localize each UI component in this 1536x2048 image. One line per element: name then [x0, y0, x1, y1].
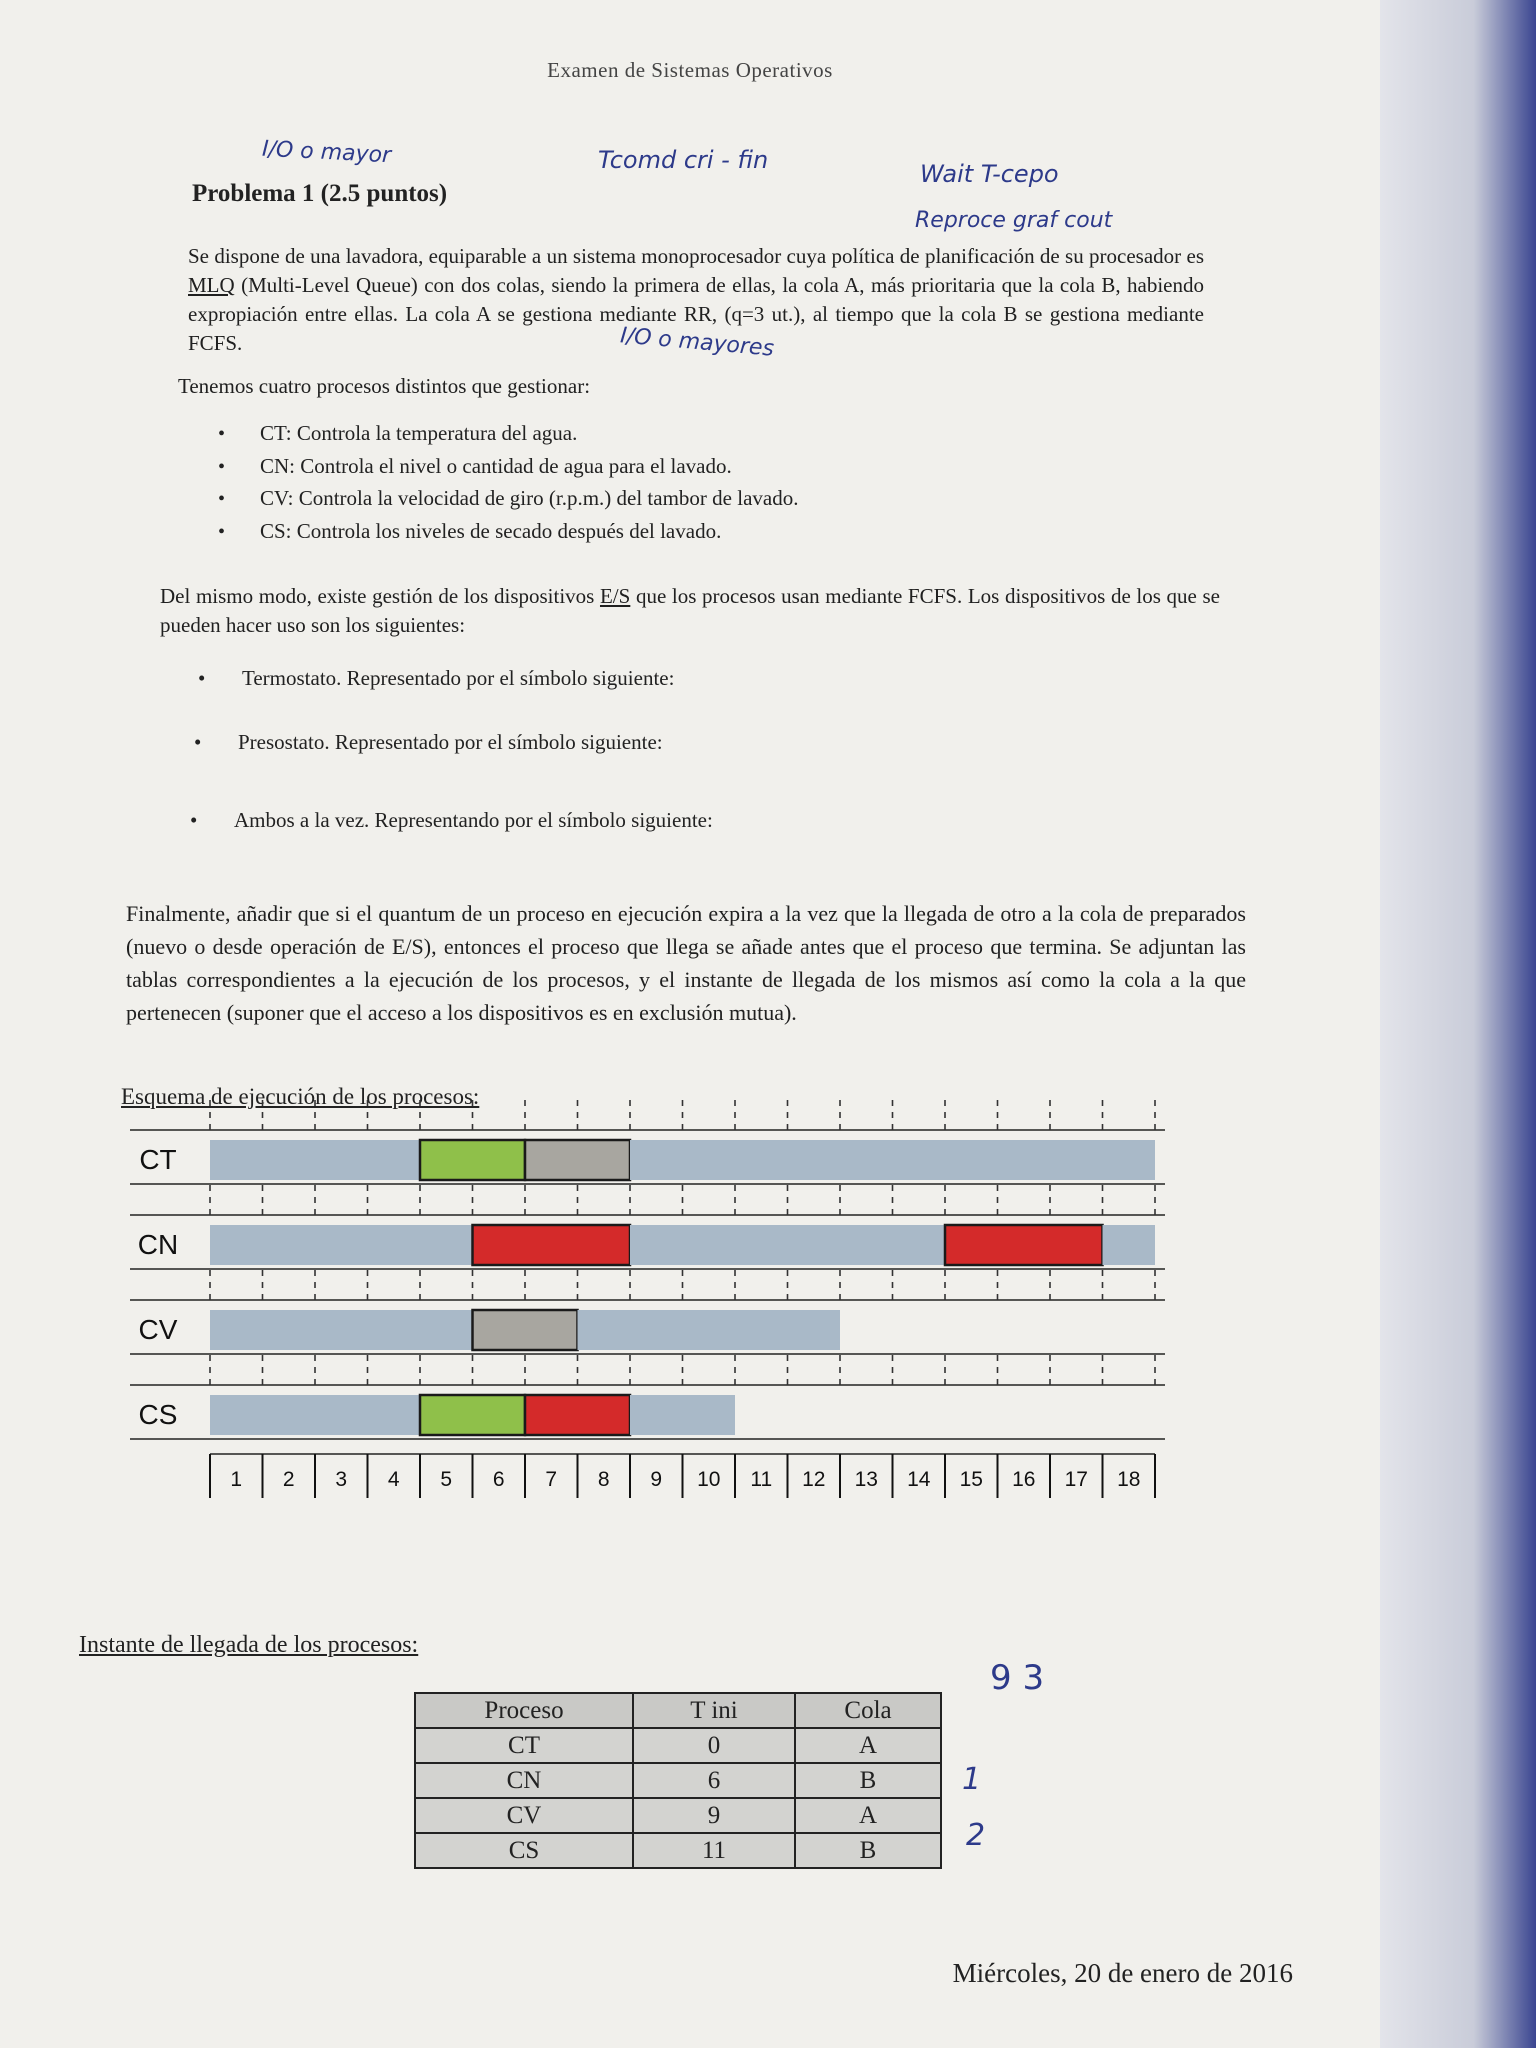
handwritten-note: 1	[962, 1762, 982, 1797]
list-item: • CT: Controla la temperatura del agua.	[218, 418, 798, 451]
gantt-segment-cn-cpu	[630, 1225, 945, 1265]
handwritten-note: I/O o mayores	[619, 323, 775, 362]
problem-paragraph-3: Finalmente, añadir que si el quantum de un proceso en ejecución expira a la vez que la llegada de otro a la cola de preparados (nuevo o desde operación de E/S), entonces el proceso que llega se añade antes que el proceso que termina. Se adjuntan las tablas correspondientes a la ejecución de los procesos, y el instante de llegada de los mismos así como la cola a la que pertenecen (suponer que el acceso a los dispositivos es en exclusión mutua).	[126, 901, 1246, 1025]
arrival-table	[414, 1692, 942, 1869]
table-header-row	[415, 1693, 941, 1728]
time-tick-label: 17	[1064, 1468, 1088, 1491]
table-header: T ini	[633, 1693, 795, 1728]
gantt-segment-cs-cpu	[630, 1395, 735, 1435]
gantt-chart	[110, 1100, 1260, 1570]
time-tick-label: 14	[907, 1468, 931, 1491]
time-tick-label: 5	[440, 1468, 453, 1491]
table-row	[415, 1798, 941, 1833]
gantt-segment-ct-cpu	[210, 1140, 420, 1180]
device-termostato: • Termostato. Representado por el símbolo siguiente:	[198, 666, 674, 691]
row-label: CN	[137, 1229, 179, 1260]
table-header: Cola	[795, 1693, 941, 1728]
handwritten-note: 2	[966, 1818, 986, 1853]
gantt-segment-cv-ambos	[473, 1310, 578, 1350]
p2-text-b: que los procesos usan mediante FCFS. Los dispositivos de los que se pueden hacer uso son los siguientes:	[160, 584, 1220, 637]
time-tick-label: 15	[959, 1468, 983, 1491]
table-row	[415, 1763, 941, 1798]
exam-title: Examen de Sistemas Operativos	[547, 58, 833, 82]
p1-mlq: MLQ	[188, 273, 235, 297]
row-label: CT	[139, 1144, 177, 1175]
time-tick-label: 13	[854, 1468, 878, 1491]
time-tick-label: 2	[282, 1468, 295, 1491]
table-header: Proceso	[415, 1693, 633, 1728]
problem-paragraph-2	[160, 582, 1220, 640]
p2-text-a: Del mismo modo, existe gestión de los dispositivos	[160, 584, 600, 608]
time-tick-label: 8	[597, 1468, 610, 1491]
gantt-segment-ct-ambos	[525, 1140, 630, 1180]
table-cell: CV	[415, 1798, 633, 1833]
time-tick-label: 4	[387, 1468, 400, 1491]
table-cell: CN	[415, 1763, 633, 1798]
time-tick-label: 18	[1117, 1468, 1141, 1491]
list-item: • CN: Controla el nivel o cantidad de agua para el lavado.	[218, 451, 798, 484]
table-cell: CT	[415, 1728, 633, 1763]
exam-date: Miércoles, 20 de enero de 2016	[952, 1958, 1293, 1988]
table-cell: 11	[633, 1833, 795, 1868]
p2-es: E/S	[599, 584, 631, 608]
process-list	[218, 418, 798, 548]
handwritten-note: I/O o mayor	[261, 136, 392, 169]
gantt-segment-cn-presostato	[945, 1225, 1103, 1265]
gantt-segment-ct-termostato	[420, 1140, 525, 1180]
table-cell: 0	[633, 1728, 795, 1763]
gantt-segment-cv-cpu	[210, 1310, 473, 1350]
p1-text-a: Se dispone de una lavadora, equiparable a un sistema monoprocesador cuya política de planificación de su procesador es	[188, 244, 1204, 268]
list-item: • CV: Controla la velocidad de giro (r.p.m.) del tambor de lavado.	[218, 483, 798, 516]
gantt-ticks	[210, 1454, 1155, 1498]
table-row	[415, 1728, 941, 1763]
time-tick-label: 6	[492, 1468, 505, 1491]
gantt-segment-cs-cpu	[210, 1395, 420, 1435]
row-label: CV	[138, 1314, 178, 1345]
handwritten-note: Tcomd cri - fin	[598, 146, 769, 174]
table-cell: A	[795, 1798, 941, 1833]
time-tick-label: 12	[802, 1468, 826, 1491]
arrival-title: Instante de llegada de los procesos:	[79, 1632, 419, 1658]
table-cell: A	[795, 1728, 941, 1763]
handwritten-note: 9 3	[990, 1658, 1045, 1698]
problem-title: Problema 1 (2.5 puntos)	[192, 180, 448, 207]
table-cell: B	[795, 1763, 941, 1798]
time-tick-label: 7	[545, 1468, 558, 1491]
list-item: • CS: Controla los niveles de secado después del lavado.	[218, 516, 798, 549]
table-cell: B	[795, 1833, 941, 1868]
table-row	[415, 1833, 941, 1868]
table-cell: 9	[633, 1798, 795, 1833]
processes-intro: Tenemos cuatro procesos distintos que gestionar:	[178, 374, 591, 398]
gantt-segment-cs-termostato	[420, 1395, 525, 1435]
gantt-segment-ct-cpu	[630, 1140, 1155, 1180]
time-tick-label: 3	[335, 1468, 348, 1491]
handwritten-note: Wait T-cepo	[920, 160, 1059, 188]
gantt-segment-cn-cpu	[1103, 1225, 1156, 1265]
table-cell: 6	[633, 1763, 795, 1798]
table-cell: CS	[415, 1833, 633, 1868]
time-tick-label: 1	[230, 1468, 243, 1491]
gantt-segment-cs-presostato	[525, 1395, 630, 1435]
row-label: CS	[138, 1399, 178, 1430]
gantt-segment-cn-cpu	[210, 1225, 473, 1265]
p1-text-b: (Multi-Level Queue) con dos colas, siendo la primera de ellas, la cola A, más prioritaria que la cola B, habiendo expropiación entre ellas. La cola A se gestiona mediante RR, (q=3 ut.), al tiempo que la cola B se gestiona mediante FCFS.	[188, 273, 1204, 355]
time-tick-label: 11	[750, 1468, 773, 1491]
device-ambos: • Ambos a la vez. Representando por el símbolo siguiente:	[190, 808, 713, 833]
time-tick-label: 10	[697, 1468, 721, 1491]
background-edge	[1380, 0, 1536, 2048]
time-tick-label: 9	[650, 1468, 663, 1491]
schema-title: Esquema de ejecución de los procesos:	[121, 1084, 480, 1109]
gantt-segment-cv-cpu	[578, 1310, 841, 1350]
gantt-segment-cn-presostato	[473, 1225, 631, 1265]
time-tick-label: 16	[1012, 1468, 1036, 1491]
device-presostato: • Presostato. Representado por el símbolo siguiente:	[194, 730, 663, 755]
handwritten-note: Reproce graf cout	[915, 208, 1113, 233]
gantt-labels	[138, 1144, 178, 1430]
